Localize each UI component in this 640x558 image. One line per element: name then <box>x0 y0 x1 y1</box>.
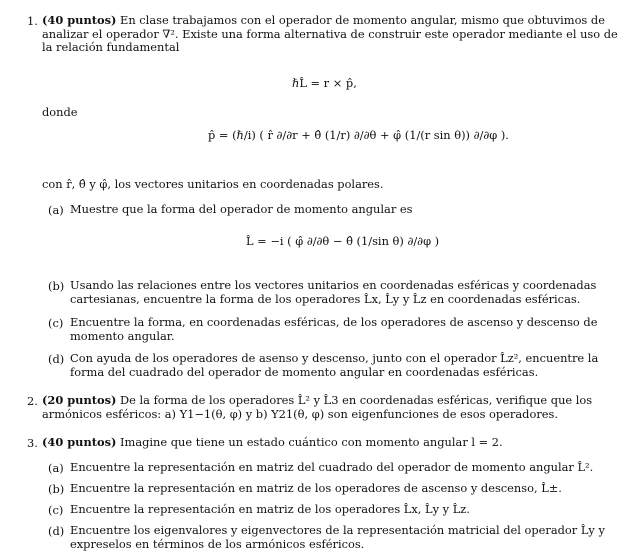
problem-3c-label: (c) <box>48 503 64 517</box>
problem-1-intro <box>42 14 622 55</box>
problem-3-number: 3. <box>27 436 38 450</box>
problem-1-points: (40 puntos) <box>42 13 117 27</box>
problem-1d-label: (d) <box>48 352 65 366</box>
problem-1b-label: (b) <box>48 279 65 293</box>
problem-1-intro-text: En clase trabajamos con el operador de momento angular, mismo que obtuvimos de analizar el operador ∇². Existe una forma alternativa de construir este operador mediante el uso de la relación fundamental <box>42 13 618 55</box>
problem-3b-label: (b) <box>48 482 65 496</box>
problem-1d-text: Con ayuda de los operadores de asenso y descenso, junto con el operador L̂z², encuentre la forma del cuadrado del operador de momento angular en coordenadas esféricas. <box>70 351 599 379</box>
problem-3d-label: (d) <box>48 524 65 538</box>
unit-vectors-text: con r̂, θ̂ y φ̂, los vectores unitarios en coordenadas polares. <box>42 177 384 191</box>
problem-1-number: 1. <box>27 14 38 28</box>
problem-3b-text: Encuentre la representación en matriz de los operadores de ascenso y descenso, L̂±. <box>70 481 562 495</box>
problem-2-text: De la forma de los operadores L̂² y L̂3 en coordenadas esféricas, verifique que los armónicos esféricos: a) Y1−1(θ, φ) y b) Y21(θ, φ) son eigenfunciones de esos operadores. <box>42 393 593 421</box>
problem-3a-label: (a) <box>48 461 64 475</box>
donde-text: donde <box>42 105 78 119</box>
problem-1a-label: (a) <box>48 203 64 217</box>
problem-1a-text: Muestre que la forma del operador de momento angular es <box>70 202 413 216</box>
problem-1c-label: (c) <box>48 316 64 330</box>
problem-1c-text: Encuentre la forma, en coordenadas esféricas, de los operadores de ascenso y descenso de momento angular. <box>70 315 598 343</box>
problem-2-body <box>42 394 622 421</box>
equation-p-hat: p̂ = (ℏ/i) ( r̂ ∂/∂r + θ̂ (1/r) ∂/∂θ + φ̂ (1/(r sin θ)) ∂/∂φ ). <box>208 128 509 142</box>
problem-3-body <box>42 436 622 450</box>
problem-3-text: Imagine que tiene un estado cuántico con momento angular l = 2. <box>120 435 503 449</box>
problem-3d-text: Encuentre los eigenvalores y eigenvectores de la representación matricial del operador L̂y y expreselos en términos de los armónicos esféricos. <box>70 523 605 551</box>
problem-3-points: (40 puntos) <box>42 435 117 449</box>
problem-3c-text: Encuentre la representación en matriz de los operadores L̂x, L̂y y L̂z. <box>70 502 470 516</box>
problem-3a-text: Encuentre la representación en matriz del cuadrado del operador de momento angular L̂². <box>70 460 594 474</box>
problem-2-points: (20 puntos) <box>42 393 117 407</box>
equation-L-hat: L̂ = −i ( φ̂ ∂/∂θ − θ̂ (1/sin θ) ∂/∂φ ) <box>246 234 440 248</box>
problem-2-number: 2. <box>27 394 38 408</box>
problem-1b-text: Usando las relaciones entre los vectores unitarios en coordenadas esféricas y coordenadas cartesianas, encuentre la forma de los operadores L̂x, L̂y y L̂z en coordenadas esféricas. <box>70 278 597 306</box>
equation-hbar-L: ℏL̂ = r × p̂, <box>292 76 357 90</box>
